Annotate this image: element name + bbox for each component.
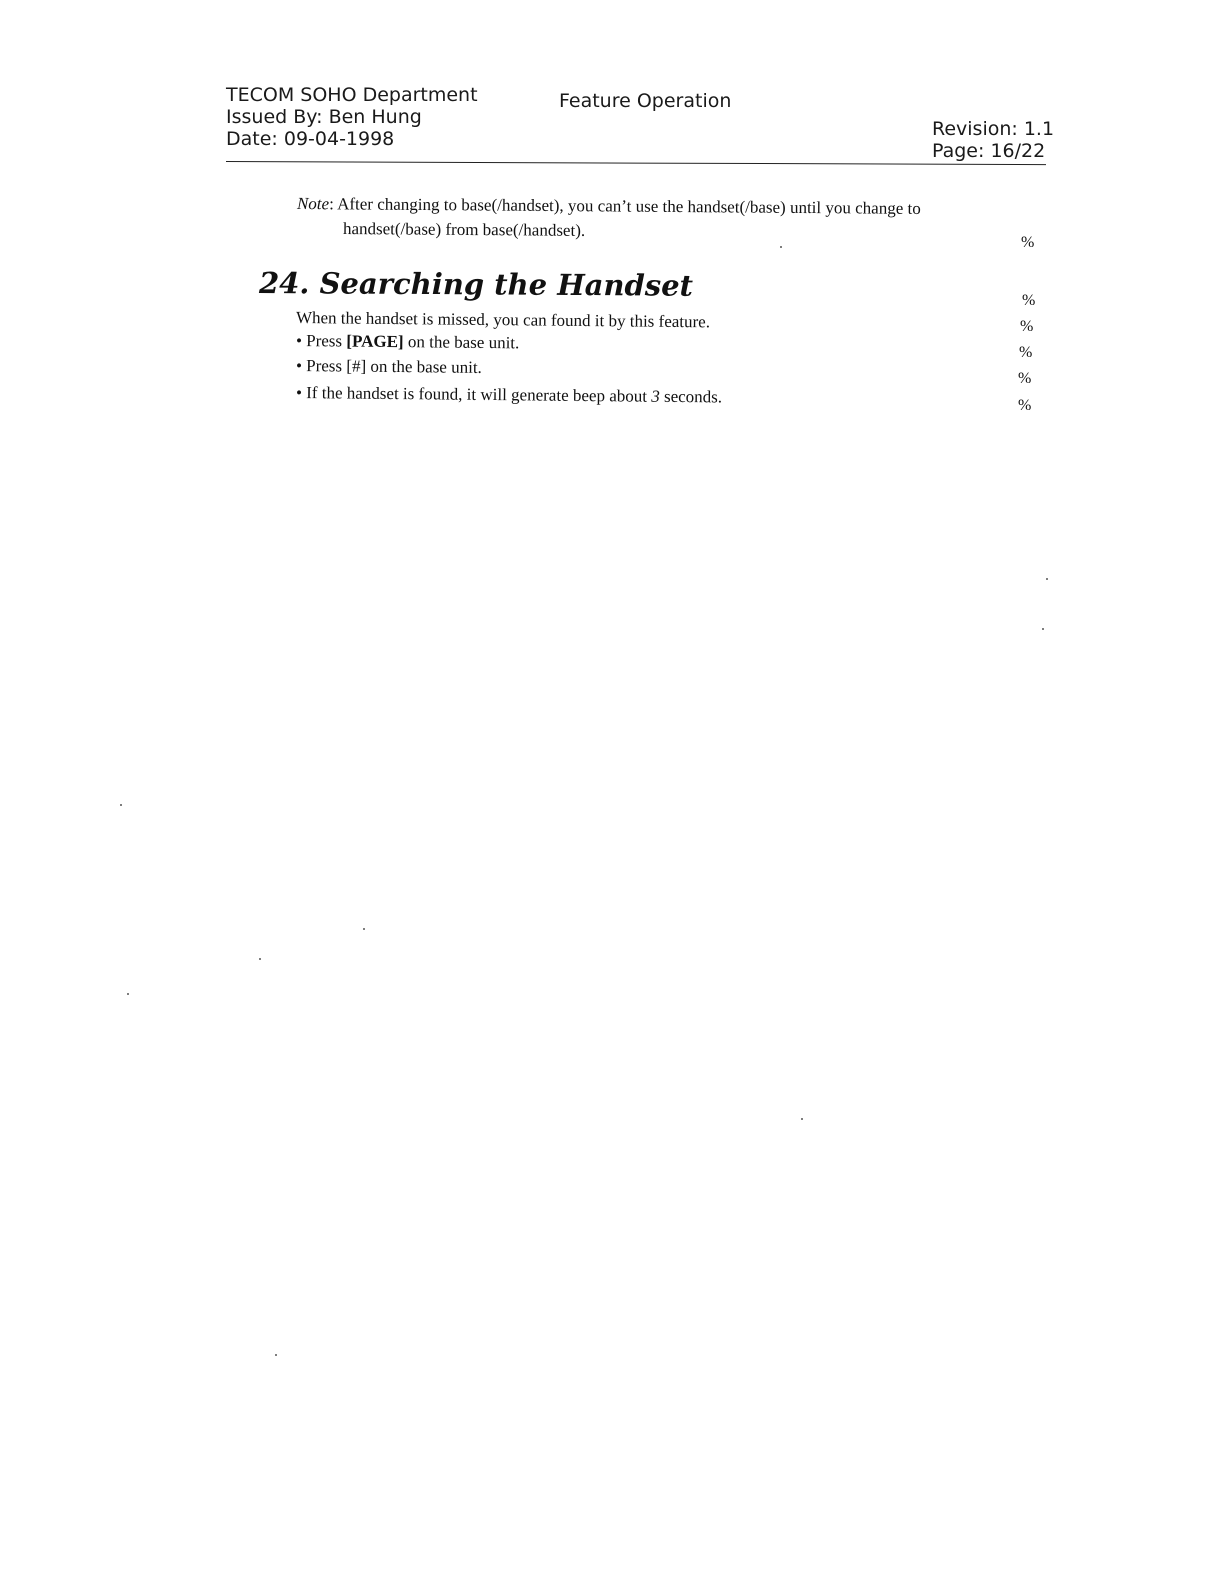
scan-speck bbox=[275, 1354, 277, 1356]
section-intro: When the handset is missed, you can found it by this feature. bbox=[295, 308, 711, 332]
document-title: Feature Operation bbox=[559, 90, 732, 112]
change-mark: % bbox=[1019, 344, 1033, 361]
header-right-block bbox=[932, 118, 1054, 162]
scan-speck bbox=[259, 958, 261, 960]
change-mark: % bbox=[1020, 318, 1034, 335]
change-mark: % bbox=[1021, 234, 1035, 251]
note-text-1: : After changing to base(/handset), you can’t use the handset(/base) until you change to bbox=[329, 194, 921, 218]
header-left-block bbox=[226, 84, 478, 150]
scan-speck bbox=[363, 928, 365, 930]
department-name: TECOM SOHO Department bbox=[226, 84, 478, 106]
issued-by: Issued By: Ben Hung bbox=[226, 106, 422, 128]
list-item-text: on the base unit. bbox=[403, 332, 520, 353]
note-line-1 bbox=[297, 194, 921, 219]
list-item-text: seconds. bbox=[659, 386, 723, 407]
list-item-text: • If the handset is found, it will generate beep about bbox=[295, 383, 652, 406]
document-date: Date: 09-04-1998 bbox=[226, 128, 395, 150]
note-label: Note bbox=[296, 194, 330, 214]
scan-speck bbox=[1042, 628, 1044, 630]
section-heading: 24. Searching the Handset bbox=[258, 266, 694, 303]
list-item-text: • Press bbox=[295, 356, 347, 376]
list-item bbox=[296, 383, 722, 407]
key-label: [#] bbox=[346, 356, 367, 376]
scan-speck bbox=[127, 993, 129, 995]
change-mark: % bbox=[1018, 397, 1032, 414]
list-item-text: • Press bbox=[295, 331, 347, 351]
scan-speck bbox=[801, 1118, 803, 1120]
scan-speck bbox=[780, 246, 782, 248]
header-divider bbox=[226, 161, 1046, 165]
change-mark: % bbox=[1022, 292, 1036, 309]
list-item-text: on the base unit. bbox=[366, 356, 482, 377]
note-line-2: handset(/base) from base(/handset). bbox=[342, 219, 586, 240]
scan-speck bbox=[120, 804, 122, 806]
scan-speck bbox=[1046, 578, 1048, 580]
list-item bbox=[296, 331, 520, 353]
revision: Revision: 1.1 bbox=[932, 118, 1055, 140]
change-mark: % bbox=[1018, 370, 1032, 387]
page-number: Page: 16/22 bbox=[932, 140, 1046, 162]
list-item bbox=[296, 356, 482, 378]
emphasis-number: 3 bbox=[651, 386, 660, 406]
key-label: [PAGE] bbox=[346, 331, 404, 352]
